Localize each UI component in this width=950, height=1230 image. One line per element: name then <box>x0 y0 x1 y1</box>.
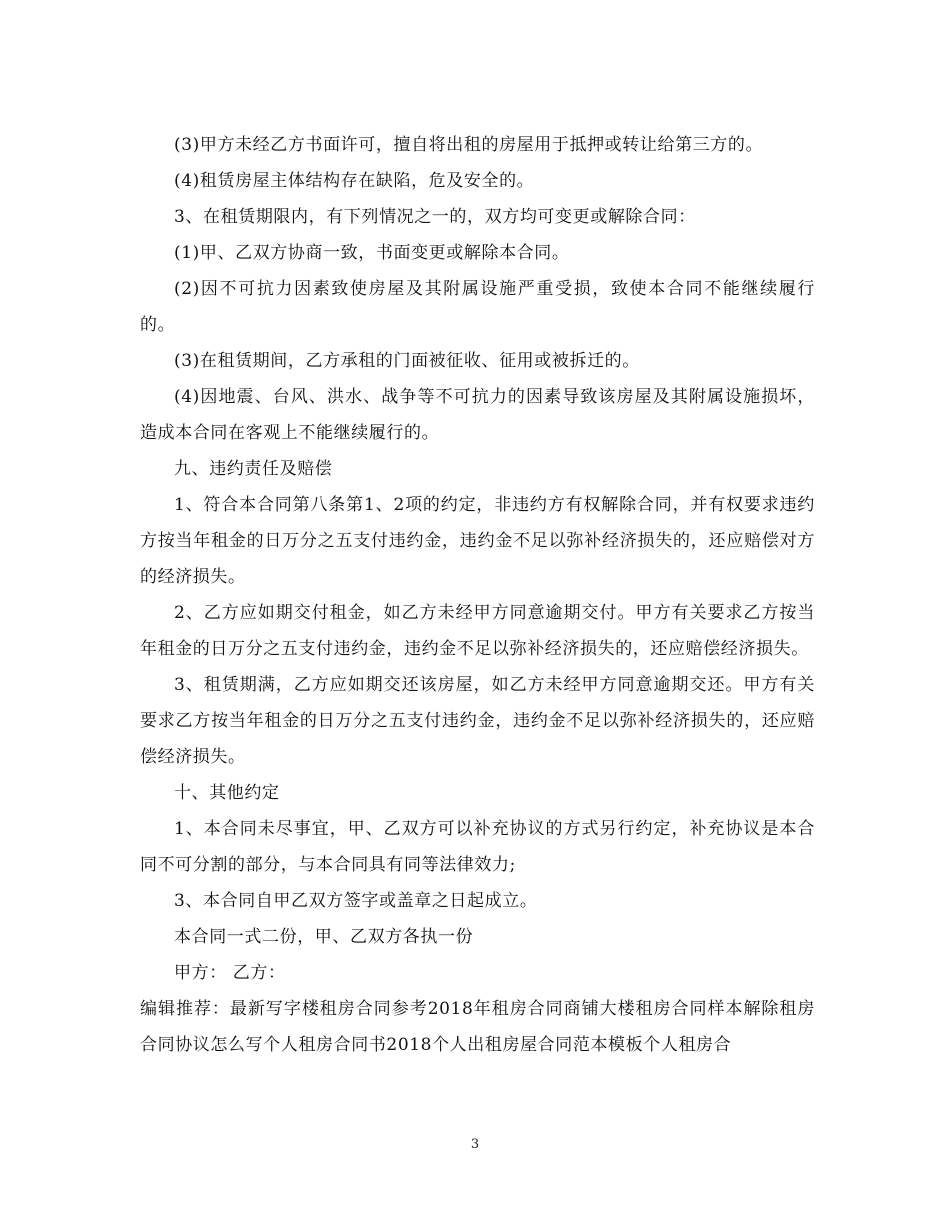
section-heading-nine: 九、违约责任及赔偿 <box>174 459 333 479</box>
paragraph-sub-1: (1)甲、乙双方协商一致，书面变更或解除本合同。 <box>174 243 570 263</box>
paragraph-copies: 本合同一式二份，甲、乙双方各执一份 <box>174 927 474 947</box>
paragraph-sub-4: (4)因地震、台风、洪水、战争等不可抗力的因素导致该房屋及其附属设施损坏，造成本合同在客观上不能继续履行的。 <box>140 387 815 443</box>
paragraph-liability-3: 3、租赁期满，乙方应如期交还该房屋，如乙方未经甲方同意逾期交还。甲方有关要求乙方按当年租金的日万分之五支付违约金，违约金不足以弥补经济损失的，还应赔偿经济损失。 <box>140 675 815 767</box>
editor-recommendation: 编辑推荐：最新写字楼租房合同参考2018年租房合同商铺大楼租房合同样本解除租房合同协议怎么写个人租房合同书2018个人出租房屋合同范本模板个人租房合 <box>140 999 815 1055</box>
paragraph-item-3: 3、在租赁期限内，有下列情况之一的，双方均可变更或解除合同： <box>174 207 696 227</box>
section-heading-ten: 十、其他约定 <box>174 783 280 803</box>
document-body <box>140 127 815 1063</box>
paragraph-other-3: 3、本合同自甲乙双方签字或盖章之日起成立。 <box>174 891 538 911</box>
paragraph-clause-3: (3)甲方未经乙方书面许可，擅自将出租的房屋用于抵押或转让给第三方的。 <box>174 135 764 155</box>
signature-line: 甲方： 乙方： <box>174 963 286 983</box>
paragraph-sub-2: (2)因不可抗力因素致使房屋及其附属设施严重受损，致使本合同不能继续履行的。 <box>140 279 815 335</box>
paragraph-other-1: 1、本合同未尽事宜，甲、乙双方可以补充协议的方式另行约定，补充协议是本合同不可分割的部分，与本合同具有同等法律效力; <box>140 819 815 875</box>
paragraph-liability-2: 2、乙方应如期交付租金，如乙方未经甲方同意逾期交付。甲方有关要求乙方按当年租金的日万分之五支付违约金，违约金不足以弥补经济损失的，还应赔偿经济损失。 <box>140 603 815 659</box>
page-number: 3 <box>470 1137 480 1152</box>
paragraph-liability-1: 1、符合本合同第八条第1、2项的约定，非违约方有权解除合同，并有权要求违约方按当年租金的日万分之五支付违约金，违约金不足以弥补经济损失的，还应赔偿对方的经济损失。 <box>140 495 815 587</box>
paragraph-sub-3: (3)在租赁期间，乙方承租的门面被征收、征用或被拆迁的。 <box>174 351 640 371</box>
paragraph-clause-4: (4)租赁房屋主体结构存在缺陷，危及安全的。 <box>174 171 535 191</box>
